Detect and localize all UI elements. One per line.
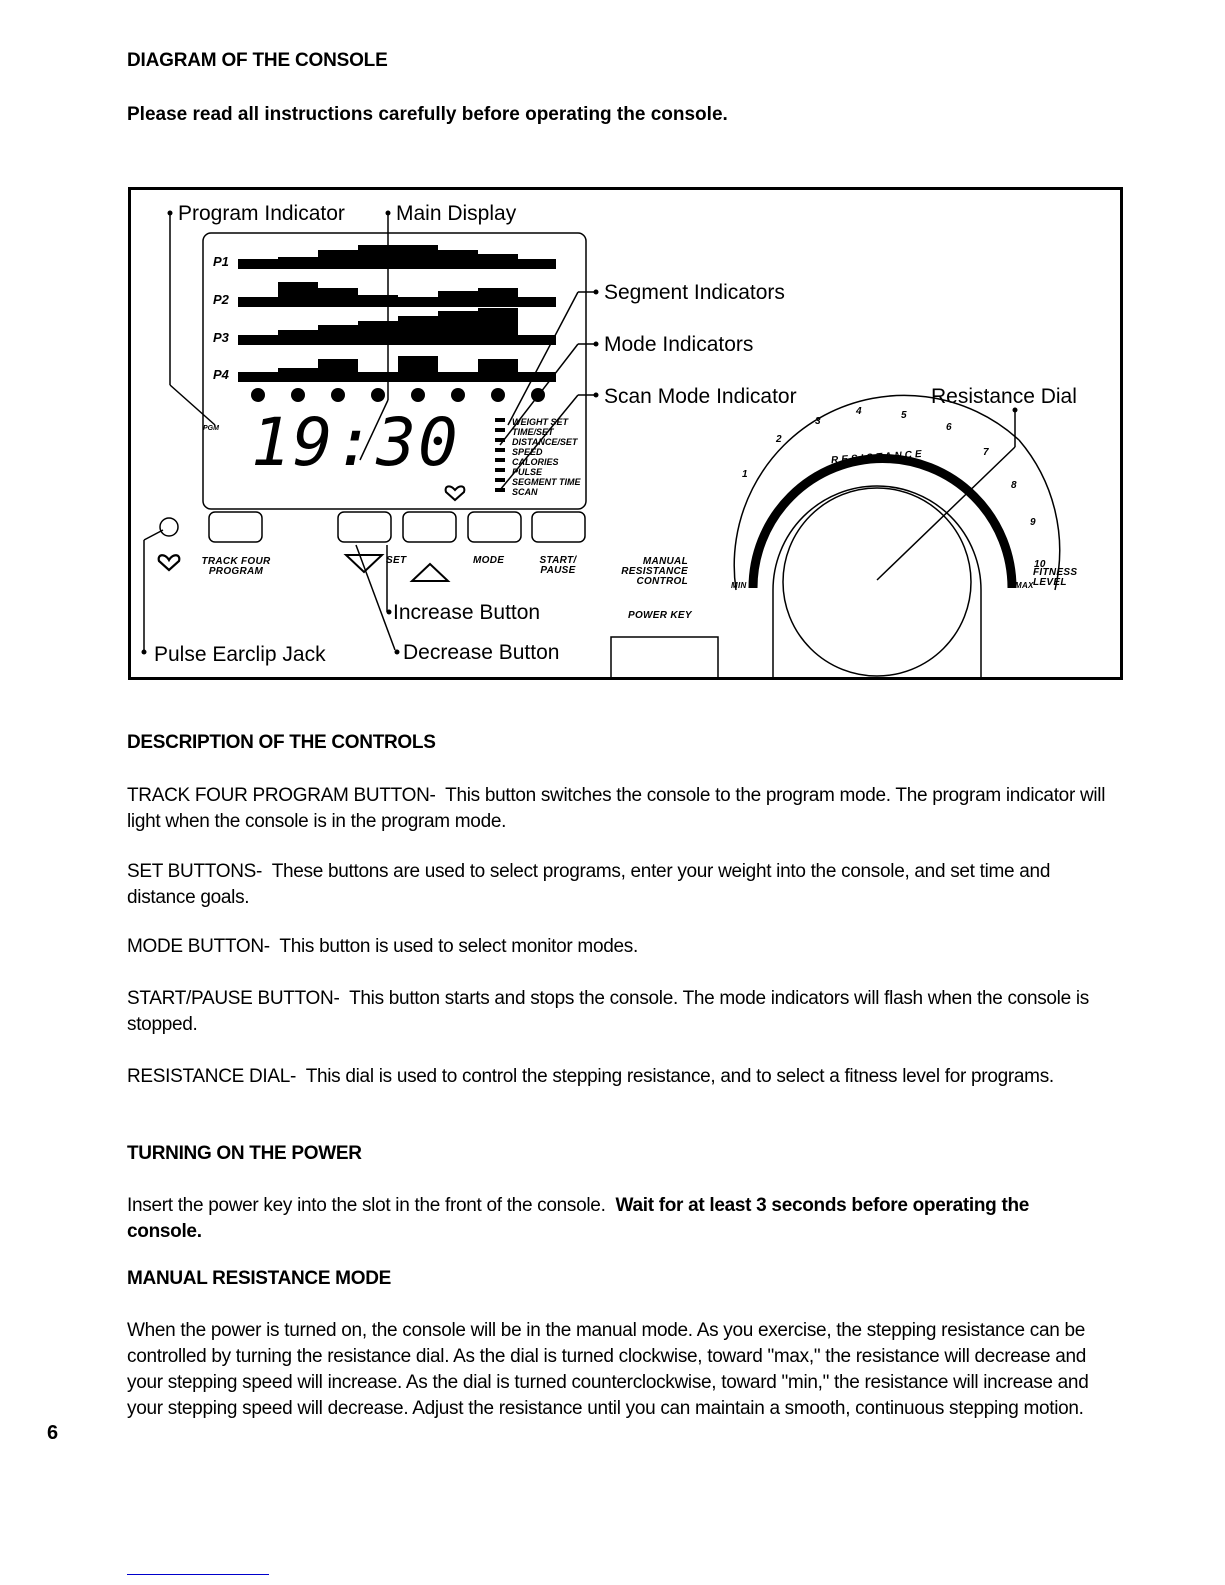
control-text: This button starts and stops the console. The mode indicators will flash when the console is stopped. xyxy=(127,988,1089,1035)
fitness-level-label: FITNESS LEVEL xyxy=(1033,567,1078,588)
mode-label-segment-time: SEGMENT TIME xyxy=(512,477,581,487)
fitness-level-6: 6 xyxy=(946,422,952,433)
control-description-track-four xyxy=(127,783,1117,835)
control-text: This dial is used to control the stepping resistance, and to select a fitness level for programs. xyxy=(305,1066,1054,1087)
set-label: SET xyxy=(386,555,407,566)
callout-scan-mode-indicator: Scan Mode Indicator xyxy=(604,385,797,408)
fitness-level-2: 2 xyxy=(776,434,782,445)
start-pause-label: START/ PAUSE xyxy=(539,555,577,576)
mode-label-scan: SCAN xyxy=(512,487,538,497)
fitness-level-1: 1 xyxy=(742,469,748,480)
track-four-program-button[interactable] xyxy=(209,512,262,542)
increase-arrow-icon xyxy=(412,564,448,581)
fitness-level-9: 9 xyxy=(1030,517,1036,528)
program-label-p2: P2 xyxy=(213,292,229,307)
console-diagram xyxy=(128,187,1123,680)
fitness-level-3: 3 xyxy=(815,416,821,427)
mode-indicator-bars xyxy=(495,418,505,492)
fitness-level-4: 4 xyxy=(856,406,862,417)
program-label-p4: P4 xyxy=(213,367,229,382)
control-label: SET BUTTONS- xyxy=(127,861,263,882)
max-label: MAX xyxy=(1015,581,1034,590)
power-text: Insert the power key into the slot in the front of the console. xyxy=(127,1195,606,1216)
mode-label-distance-set: DISTANCE/SET xyxy=(512,437,578,447)
footer-link-underline xyxy=(127,1574,269,1575)
track-four-program-label: TRACK FOUR PROGRAM xyxy=(201,556,271,577)
callout-mode-indicators: Mode Indicators xyxy=(604,333,754,356)
mode-label: MODE xyxy=(473,555,505,566)
power-key-label: POWER KEY xyxy=(628,610,692,621)
control-label: MODE BUTTON- xyxy=(127,936,270,957)
callout-resistance-dial: Resistance Dial xyxy=(931,385,1077,408)
earclip-jack-icon xyxy=(160,518,178,536)
pgm-label: PGM xyxy=(203,425,219,432)
callout-decrease-button: Decrease Button xyxy=(403,641,560,664)
mode-label-time-set: TIME/SET xyxy=(512,427,554,437)
program-label-p1: P1 xyxy=(213,254,229,269)
control-description-mode xyxy=(127,934,1117,960)
control-label: TRACK FOUR PROGRAM BUTTON- xyxy=(127,785,436,806)
resistance-arc-label: RESISTANCE xyxy=(830,448,925,467)
segment-indicator-dots xyxy=(251,388,545,402)
mode-label-speed: SPEED xyxy=(512,447,543,457)
callout-increase-button: Increase Button xyxy=(393,601,541,624)
pulse-heart-icon xyxy=(159,555,180,570)
callout-segment-indicators: Segment Indicators xyxy=(604,281,785,304)
control-description-set xyxy=(127,859,1117,911)
manual-mode-paragraph: When the power is turned on, the console will be in the manual mode. As you exercise, the stepping resistance can be controlled by turning the resistance dial. As the dial is turned clockwise, toward "max," the resistance will decrease and your stepping speed will increase. As the dial is turned counterclockwise, toward "min," the resistance will increase and your stepping speed will decrease. Adjust the resistance until you can maintain a smooth, continuous stepping motion. xyxy=(127,1320,1089,1419)
page-number: 6 xyxy=(47,1422,59,1444)
resistance-dial[interactable] xyxy=(783,490,971,678)
callout-main-display: Main Display xyxy=(396,202,517,225)
manual-mode-heading: MANUAL RESISTANCE MODE xyxy=(127,1268,391,1289)
fitness-level-10: 10 xyxy=(1034,559,1046,570)
control-description-start-pause xyxy=(127,986,1117,1038)
callout-program-indicator: Program Indicator xyxy=(178,202,345,225)
set-increase-button[interactable] xyxy=(403,512,456,542)
page-title: DIAGRAM OF THE CONSOLE xyxy=(127,50,388,71)
mode-label-pulse: PULSE xyxy=(512,467,543,477)
power-heading: TURNING ON THE POWER xyxy=(127,1143,362,1164)
control-text: This button switches the console to the program mode. The program indicator will light when the console is in the program mode. xyxy=(127,785,1106,832)
power-warning: Wait for at least 3 seconds before operating the console. xyxy=(127,1195,1030,1242)
manual-resistance-control-label: MANUAL RESISTANCE CONTROL xyxy=(621,556,688,587)
main-display-time: 19:30 xyxy=(251,404,460,481)
mode-button[interactable] xyxy=(468,512,521,542)
power-key-slot xyxy=(611,637,718,677)
intro-instruction: Please read all instructions carefully before operating the console. xyxy=(127,104,728,125)
mode-label-weight-set: WEIGHT SET xyxy=(512,417,568,427)
heart-icon xyxy=(446,486,465,500)
set-decrease-button[interactable] xyxy=(338,512,391,542)
control-label: RESISTANCE DIAL- xyxy=(127,1066,297,1087)
program-profiles xyxy=(238,245,556,382)
controls-heading: DESCRIPTION OF THE CONTROLS xyxy=(127,732,436,753)
fitness-level-8: 8 xyxy=(1011,480,1017,491)
callout-pulse-earclip-jack: Pulse Earclip Jack xyxy=(154,643,326,666)
decrease-arrow-icon xyxy=(346,555,382,572)
control-label: START/PAUSE BUTTON- xyxy=(127,988,340,1009)
fitness-level-5: 5 xyxy=(901,410,907,421)
power-paragraph xyxy=(127,1193,1087,1245)
min-label: MIN xyxy=(731,581,747,590)
mode-label-calories: CALORIES xyxy=(512,457,559,467)
start-pause-button[interactable] xyxy=(532,512,585,542)
control-text: These buttons are used to select programs, enter your weight into the console, and set time and distance goals. xyxy=(127,861,1051,908)
control-description-resistance-dial xyxy=(127,1064,1117,1090)
program-label-p3: P3 xyxy=(213,330,229,345)
control-text: This button is used to select monitor modes. xyxy=(279,936,638,957)
fitness-level-7: 7 xyxy=(983,447,989,458)
